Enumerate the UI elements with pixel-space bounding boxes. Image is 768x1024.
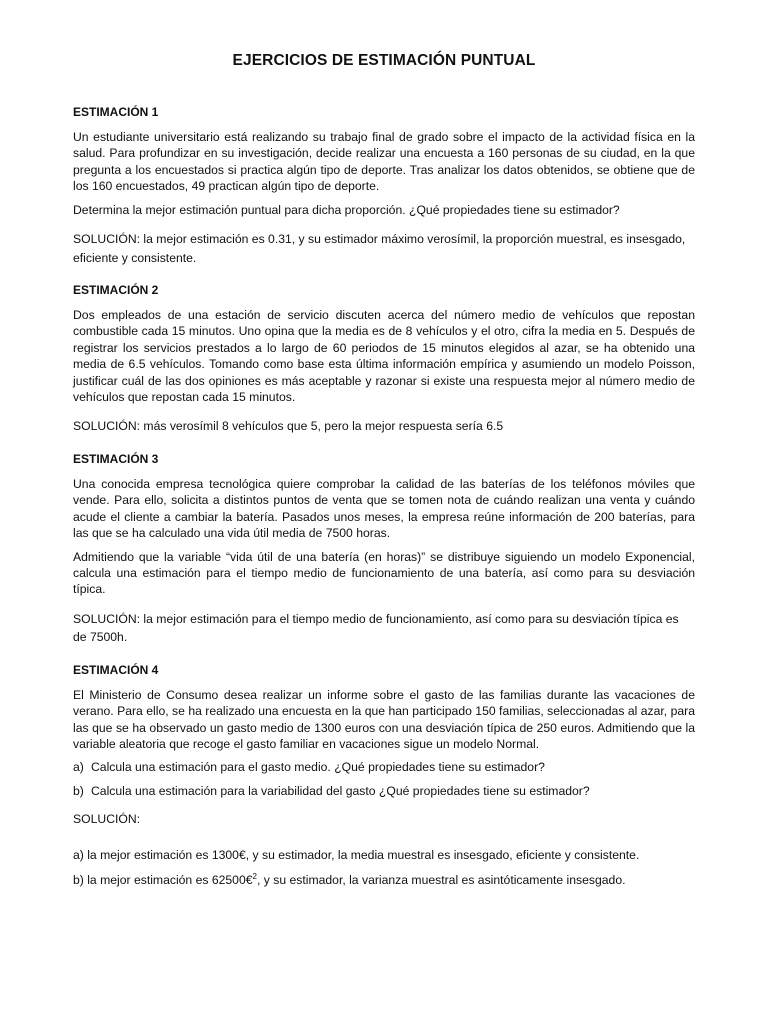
exercise-paragraph: El Ministerio de Consumo desea realizar un informe sobre el gasto de las familias durante las vacaciones de verano. Para ello, se ha realizado una encuesta en la que han participado 150 familias, seleccionadas al azar, para las que se ha observado un gasto medio de 1300 euros con una desviación típica de 250 euros. Admitiendo que la variable aleatoria que recoge el gasto familiar en vacaciones sigue un modelo Normal. — [73, 687, 695, 752]
section-estimacion-4 — [73, 662, 695, 890]
section-estimacion-1 — [73, 104, 695, 267]
solution-b-after: , y su estimador, la varianza muestral es asintóticamente insesgado. — [256, 873, 626, 888]
section-heading: ESTIMACIÓN 1 — [73, 105, 159, 119]
document-page — [73, 50, 695, 890]
solution-label: SOLUCIÓN: — [73, 812, 141, 827]
exercise-question: Determina la mejor estimación puntual para dicha proporción. ¿Qué propiedades tiene su estimador? — [73, 202, 620, 217]
exercise-paragraph: Dos empleados de una estación de servicio discuten acerca del número medio de vehículos que repostan combustible cada 15 minutos. Uno opina que la media es de 8 vehículos y el otro, cifra la media en 5. Después de registrar los servicios prestados a lo largo de 60 periodos de 15 minutos elegidos al azar, se ha obtenido una media de 6.5 vehículos. Tomando como base esta última información empírica y asumiendo un modelo Poisson, justificar cuál de las dos opiniones es más aceptable y razonar si existe una respuesta mejor al número medio de vehículos que repostan cada 15 minutos. — [73, 308, 695, 405]
section-heading: ESTIMACIÓN 4 — [73, 662, 159, 677]
solution-text: SOLUCIÓN: la mejor estimación es 0.31, y su estimador máximo verosímil, la proporción muestral, es insesgado, eficiente y consistente. — [73, 232, 686, 265]
section-estimacion-3 — [73, 451, 695, 647]
exercise-paragraph: Admitiendo que la variable “vida útil de una batería (en horas)” se distribuye siguiendo un modelo Exponencial, calcula una estimación para el tiempo medio de funcionamiento de una batería, así como para su desviación típica. — [73, 549, 695, 597]
superscript-exponent: 2 — [252, 872, 257, 882]
list-item-text: Calcula una estimación para la variabilidad del gasto ¿Qué propiedades tiene su estimador? — [91, 783, 590, 798]
list-item-a — [73, 759, 695, 775]
solution-b-text — [73, 871, 695, 890]
solution-a-text: a) la mejor estimación es 1300€, y su estimador, la media muestral es insesgado, eficiente y consistente. — [73, 847, 640, 862]
list-marker: a) — [73, 760, 84, 775]
section-heading: ESTIMACIÓN 3 — [73, 451, 159, 466]
section-heading: ESTIMACIÓN 2 — [73, 283, 159, 298]
solution-b-before: b) la mejor estimación es 62500€ — [73, 873, 253, 888]
list-marker: b) — [73, 783, 84, 798]
solution-text: SOLUCIÓN: la mejor estimación para el tiempo medio de funcionamiento, así como para su desviación típica es de 7500h. — [73, 611, 679, 645]
list-item-b — [73, 783, 695, 799]
solution-text: SOLUCIÓN: más verosímil 8 vehículos que 5, pero la mejor respuesta sería 6.5 — [73, 419, 504, 434]
exercise-paragraph: Una conocida empresa tecnológica quiere comprobar la calidad de las baterías de los teléfonos móviles que vende. Para ello, solicita a distintos puntos de venta que se tomen nota de cuándo realizan una venta y cuándo acude el cliente a cambiar la batería. Pasados unos meses, la empresa reúne información de 200 baterías, para las que se ha calculado una vida útil media de 7500 horas. — [73, 476, 695, 541]
list-item-text: Calcula una estimación para el gasto medio. ¿Qué propiedades tiene su estimador? — [91, 760, 545, 775]
document-title: EJERCICIOS DE ESTIMACIÓN PUNTUAL — [232, 52, 536, 69]
exercise-paragraph: Un estudiante universitario está realizando su trabajo final de grado sobre el impacto de la actividad física en la salud. Para profundizar en su investigación, decide realizar una encuesta a 160 personas de su ciudad, en la que pregunta a los encuestados si practica algún tipo de deporte. Tras analizar los datos obtenidos, se obtiene que de los 160 encuestados, 49 practican algún tipo de deporte. — [73, 130, 695, 194]
section-estimacion-2 — [73, 282, 695, 436]
